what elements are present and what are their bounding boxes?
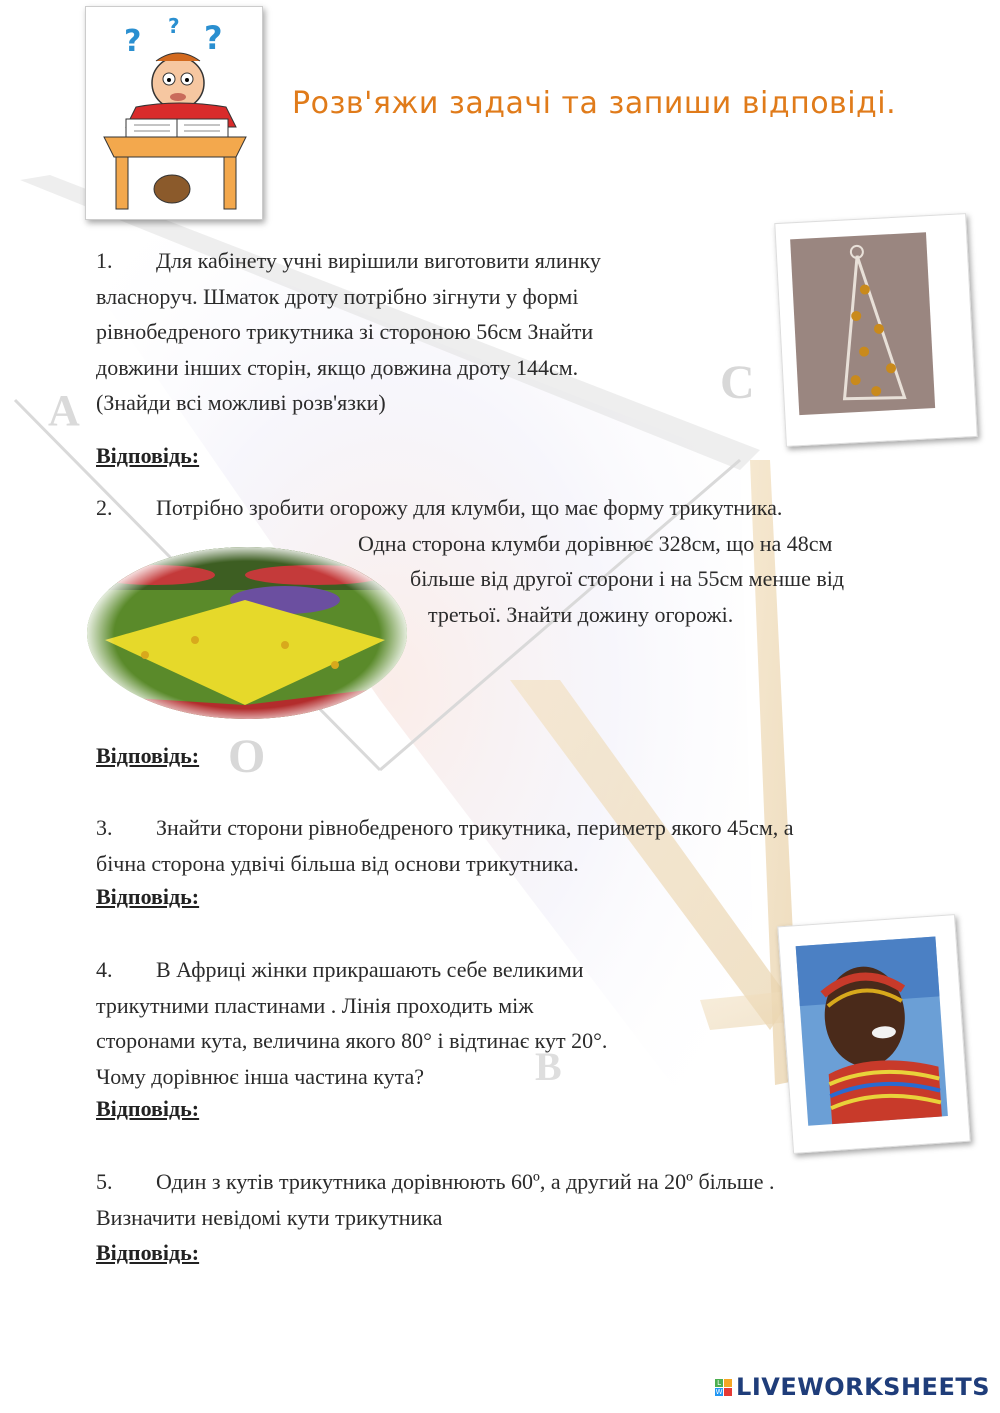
task-text: (Знайди всі можливі розв'язки) bbox=[96, 390, 386, 415]
svg-text:?: ? bbox=[124, 24, 142, 59]
svg-text:?: ? bbox=[168, 14, 180, 38]
task-text: рівнобедреного трикутника зі стороною 56см Знайти bbox=[96, 319, 594, 344]
liveworksheets-footer bbox=[715, 1373, 990, 1401]
task-text: Один з кутів трикутника дорівнюють 60º, а другий на 20º більше . bbox=[156, 1169, 775, 1194]
task-1 bbox=[96, 243, 601, 421]
answer-label-5: Відповідь: bbox=[96, 1240, 200, 1265]
logo-letter: L bbox=[715, 1379, 723, 1387]
task-text: Для кабінету учні вирішили виготовити ялинку bbox=[156, 248, 601, 273]
task-text: Потрібно зробити огорожу для клумби, що має форму трикутника. bbox=[156, 495, 783, 520]
task-2-line-2 bbox=[358, 526, 832, 562]
task-number: 2. bbox=[96, 495, 113, 520]
svg-text:?: ? bbox=[204, 19, 223, 57]
cartoon-student-image bbox=[85, 6, 263, 220]
logo-letter: W bbox=[715, 1387, 723, 1396]
watermark-o: O bbox=[228, 730, 266, 783]
task-text: Визначити невідомі кути трикутника bbox=[96, 1204, 443, 1230]
task-text: Чому дорівнює інша частина кута? bbox=[96, 1063, 425, 1089]
watermark-c: C bbox=[720, 356, 755, 409]
task-number: 1. bbox=[96, 248, 113, 273]
task-text: третьої. Знайти дожину огорожі. bbox=[428, 602, 734, 627]
page-title: Розв'яжи задачі та запиши відповіді. bbox=[292, 86, 897, 121]
task-4 bbox=[96, 952, 607, 1094]
footer-brand-text: LIVEWORKSHEETS bbox=[736, 1373, 990, 1401]
task-text: власноруч. Шматок дроту потрібно зігнути у формі bbox=[96, 283, 579, 309]
task-text: В Африці жінки прикрашають себе великими bbox=[156, 957, 584, 982]
answer-label-3: Відповідь: bbox=[96, 884, 200, 909]
task-number: 4. bbox=[96, 957, 113, 982]
task-number: 5. bbox=[96, 1169, 113, 1194]
task-2-line-3 bbox=[410, 561, 844, 597]
african-woman-photo bbox=[777, 914, 970, 1154]
answer-label-1: Відповідь: bbox=[96, 443, 200, 468]
task-text: сторонами кута, величина якого 80° і відтинає кут 20°. bbox=[96, 1028, 608, 1053]
task-5 bbox=[96, 1164, 774, 1235]
answer-label-2: Відповідь: bbox=[96, 743, 200, 768]
task-text: трикутними пластинами . Лінія проходить між bbox=[96, 992, 534, 1018]
task-text: Знайти сторони рівнобедреного трикутника, периметр якого 45см, а bbox=[156, 815, 794, 840]
watermark-a: A bbox=[48, 386, 80, 435]
task-text: більше від другої сторони і на 55см менше від bbox=[410, 566, 845, 591]
task-2-line-1 bbox=[96, 490, 782, 526]
task-text: бічна сторона удвічі більша від основи трикутника. bbox=[96, 850, 579, 876]
answer-label-4: Відповідь: bbox=[96, 1096, 200, 1121]
watermark-b: B bbox=[535, 1044, 562, 1089]
task-2-line-4 bbox=[428, 597, 733, 633]
wire-tree-photo bbox=[774, 213, 977, 447]
liveworksheets-logo-icon bbox=[715, 1379, 732, 1396]
task-number: 3. bbox=[96, 815, 113, 840]
task-text: довжини інших сторін, якщо довжина дроту 144см. bbox=[96, 354, 579, 380]
task-text: Одна сторона клумби дорівнює 328см, що на 48см bbox=[358, 531, 833, 556]
flower-bed-photo bbox=[85, 545, 409, 725]
task-3 bbox=[96, 810, 794, 881]
